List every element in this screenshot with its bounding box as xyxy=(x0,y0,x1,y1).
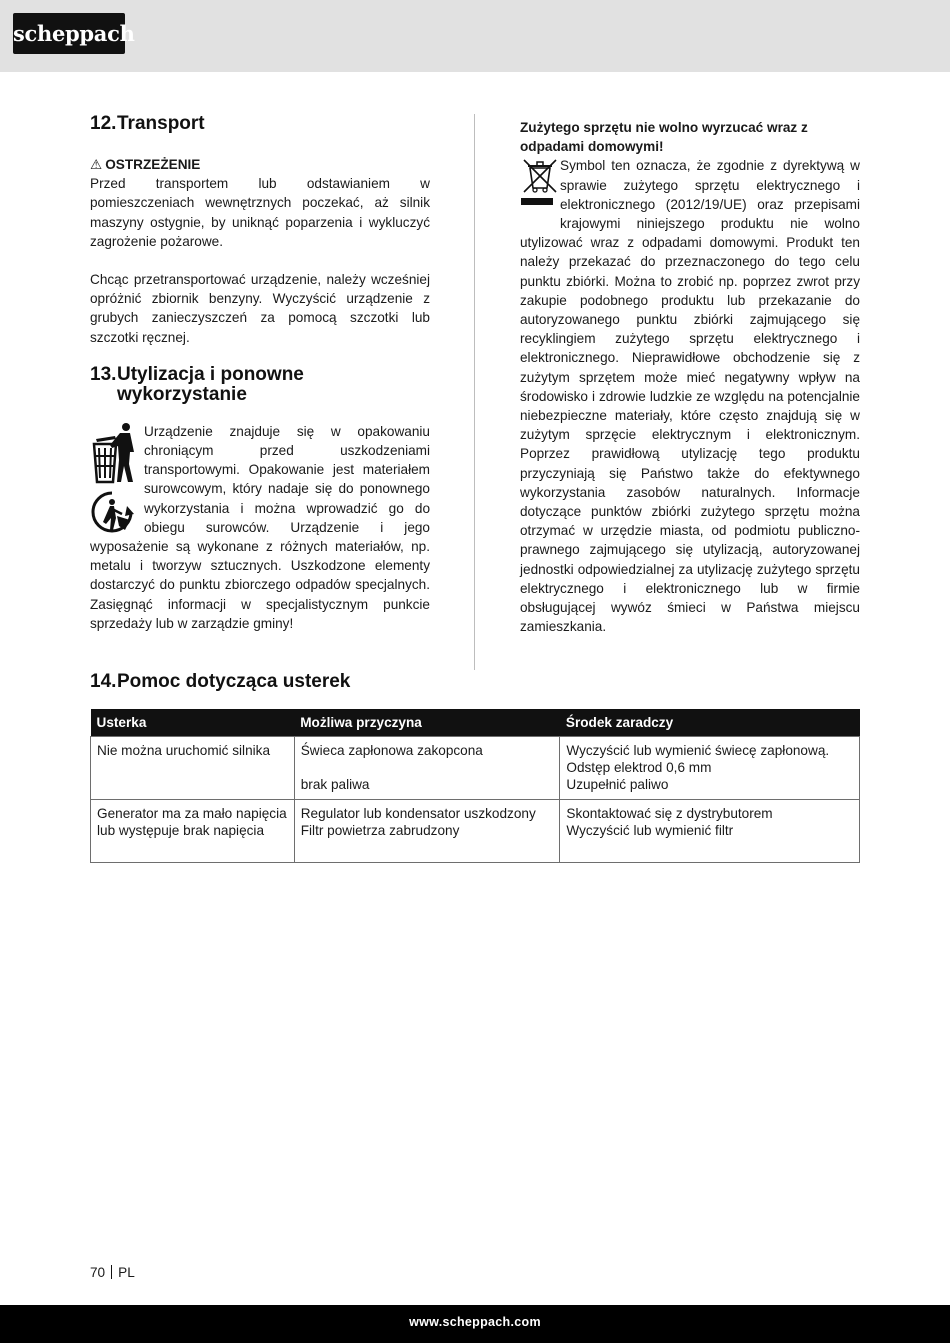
crossed-out-bin-icon xyxy=(520,156,560,214)
remedy-cell: Wyczyścić lub wymienić świecę zapłonową. Odstęp elektrod 0,6 mm Uzupełnić paliwo xyxy=(560,737,860,800)
page-footer xyxy=(0,1305,950,1343)
column-header-fault: Usterka xyxy=(91,709,295,737)
section-title: Transport xyxy=(117,113,205,134)
page-number: 70 PL xyxy=(90,1265,135,1280)
warning-label: OSTRZEŻENIE xyxy=(105,157,201,172)
warning-triangle-icon: ⚠ xyxy=(90,157,103,172)
right-column xyxy=(520,118,860,636)
fault-cell: Nie można uruchomić silnika xyxy=(91,737,295,800)
troubleshooting-table xyxy=(90,709,860,863)
column-divider xyxy=(474,114,475,670)
website-url: www.scheppach.com xyxy=(409,1315,541,1329)
remedy-cell: Skontaktować się z dystrybutorem Wyczyścić lub wymienić filtr xyxy=(560,800,860,863)
weee-warning-heading: Zużytego sprzętu nie wolno wyrzucać wraz z odpadami domowymi! xyxy=(520,120,808,155)
table-row xyxy=(91,737,860,800)
trash-disposal-icon xyxy=(90,422,138,484)
scheppach-logo: scheppach xyxy=(13,13,125,54)
cause-cell: Regulator lub kondensator uszkodzony Filtr powietrza zabrudzony xyxy=(294,800,560,863)
section-title-line2: wykorzystanie xyxy=(117,383,247,405)
fault-cell: Generator ma za mało napięcia lub występuje brak napięcia xyxy=(91,800,295,863)
recycling-icon xyxy=(90,490,138,536)
section-14-heading xyxy=(90,672,350,692)
column-header-remedy: Środek zaradczy xyxy=(560,709,860,737)
cause-cell: Świeca zapłonowa zakopcona brak paliwa xyxy=(294,737,560,800)
table-header-row xyxy=(91,709,860,737)
section-13 xyxy=(90,365,430,633)
section-13-heading xyxy=(90,365,430,405)
section-number: 13. xyxy=(90,363,117,385)
weee-text: Symbol ten oznacza, że zgodnie z dyrektywą w sprawie zużytego sprzętu elektrycznego i elektronicznego (2012/19/UE) oraz przepisami krajowymi niniejszego produktu nie wolno utylizować wraz z odpadami domowymi. Produkt ten należy przekazać do przeznaczonego do tego celu punktu zbiórki. Można to zrobić np. poprzez zwrot przy zakupie podobnego produktu lub przekazanie do autoryzowanego punktu zbiórki zajmującego się recyklingiem zużytego sprzętu elektrycznego i elektronicznego. Nieprawidłowe obchodzenie się z zużytym sprzętem może mieć negatywny wpływ na środowisko i zdrowie ludzkie ze względu na potencjalnie niebezpieczne materiały, które często znajdują się w zużytym sprzęcie elektrycznym i elektronicznym. Poprzez prawidłową utylizację tego produktu przyczyniają się Państwo także do efektywnego wykorzystania zasobów naturalnych. Informacje dotyczące punktów zbiórki zużytego sprzętu można otrzymać w urzędzie miasta, od podmiotu publiczno-prawnego zajmującego się utylizacją, autoryzowanej jednostki odpowiedzialnej za utylizację zużytego sprzętu elektrycznego i elektronicznego lub w firmie obsługującej wywóz śmieci w Państwa miejscu zamieszkania. xyxy=(520,158,860,635)
transport-text: Chcąc przetransportować urządzenie, należy wcześniej opróżnić zbiornik benzyny. Wyczyścić urządzenie z grubych zanieczyszczeń za pomocą szczotki lub szczotki ręcznej. xyxy=(90,272,430,345)
section-12-heading xyxy=(90,114,430,134)
weee-block xyxy=(520,156,860,636)
section-title-line1: Utylizacja i ponowne xyxy=(117,363,304,385)
page-header xyxy=(0,0,950,72)
left-column xyxy=(90,114,430,633)
warning-text: Przed transportem lub odstawianiem w pomieszczeniach wewnętrznych poczekać, aż silnik maszyny ostygnie, by uniknąć poparzenia i wykluczyć zagrożenie pożarowe. xyxy=(90,176,430,249)
disposal-icons xyxy=(90,422,144,536)
disposal-text: Urządzenie znajduje się w opakowaniu chroniącym przed uszkodzeniami transportowymi. Opakowanie jest materiałem surowcowym, który nadaje się do ponownego wykorzystania i można wprowadzić go do obiegu surowców. Urządzenie i jego wyposażenie są wykonane z różnych materiałów, np. metalu i tworzyw sztucznych. Uszkodzone elementy dostarczyć do punktu zbiorczego odpadów specjalnych. Zasięgnąć informacji w specjalistycznym punkcie sprzedaży lub w zarządzie gminy! xyxy=(90,423,430,631)
section-number: 12. xyxy=(90,113,117,134)
section-number: 14. xyxy=(90,671,117,692)
disposal-block xyxy=(90,422,430,633)
column-header-cause: Możliwa przyczyna xyxy=(294,709,560,737)
table-row xyxy=(91,800,860,863)
warning-heading xyxy=(90,155,430,174)
section-title: Pomoc dotycząca usterek xyxy=(117,671,351,692)
